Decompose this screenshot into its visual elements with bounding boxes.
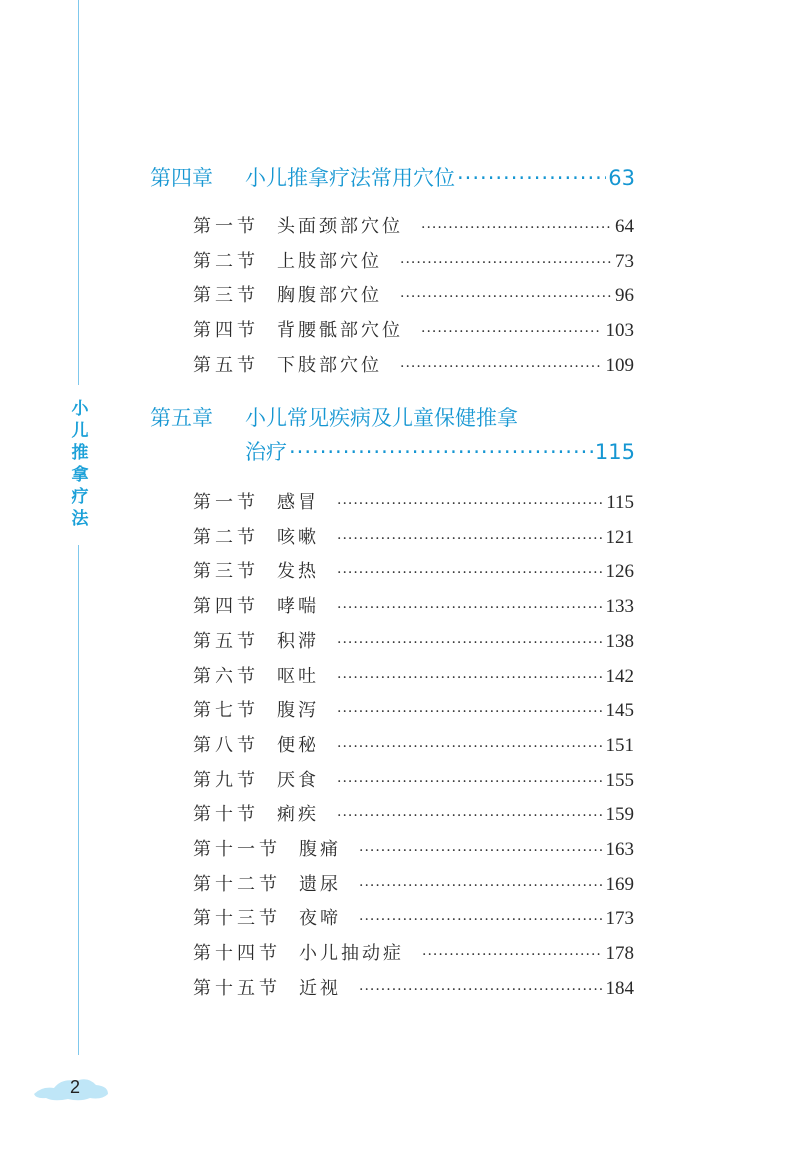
leader-dots: [289, 437, 593, 467]
chapter-title-line-2: 治疗: [245, 440, 287, 464]
section-number: 第十一节: [193, 839, 281, 860]
section-number: 第六节: [193, 665, 259, 687]
leader-dots: [422, 941, 602, 969]
section-number: 第九节: [193, 769, 259, 791]
section-number: 第三节: [193, 285, 259, 307]
leader-dots: [359, 872, 602, 900]
chapter-5-heading[interactable]: [150, 403, 635, 467]
section-page: 163: [605, 839, 634, 860]
toc-section-row[interactable]: [193, 628, 634, 656]
section-number: 第十四节: [193, 943, 281, 965]
section-page: 115: [606, 492, 634, 513]
chapter-title: 小儿推拿疗法常用穴位: [245, 166, 455, 190]
leader-dots: [400, 353, 602, 381]
leader-dots: [359, 906, 602, 934]
toc-section-row[interactable]: [193, 836, 634, 864]
section-page: 184: [605, 977, 634, 999]
chapter-title-line-1: 小儿常见疾病及儿童保健推拿: [245, 406, 518, 430]
section-page: 155: [605, 769, 634, 791]
section-title: 下肢部穴位: [277, 354, 382, 376]
leader-dots: [337, 733, 602, 761]
leader-dots: [337, 559, 602, 587]
page-number: 2: [70, 1077, 81, 1097]
section-page: 64: [615, 216, 634, 237]
section-number: 第八节: [193, 734, 259, 756]
leader-dots: [337, 768, 602, 796]
section-page: 133: [605, 596, 634, 618]
section-title: 厌食: [277, 769, 319, 791]
margin-rule-top: [78, 0, 79, 385]
section-title: 头面颈部穴位: [277, 216, 403, 237]
section-page: 96: [615, 285, 634, 307]
toc-section-row[interactable]: [193, 352, 634, 380]
section-number: 第一节: [193, 216, 259, 237]
section-title: 小儿抽动症: [299, 943, 404, 965]
section-number: 第十三节: [193, 908, 281, 930]
toc-section-row[interactable]: [193, 663, 634, 691]
toc-section-row[interactable]: [193, 489, 634, 517]
toc-section-row[interactable]: [193, 593, 634, 621]
leader-dots: [421, 318, 602, 346]
section-number: 第二节: [193, 526, 259, 548]
section-title: 呕吐: [277, 665, 319, 687]
section-page: 121: [605, 526, 634, 548]
toc-section-row[interactable]: [193, 282, 634, 310]
toc-section-row[interactable]: [193, 801, 634, 829]
leader-dots: [337, 664, 602, 692]
section-page: 126: [605, 561, 634, 583]
leader-dots: [359, 976, 602, 1004]
toc-section-row[interactable]: [193, 905, 634, 933]
section-page: 151: [605, 734, 634, 756]
leader-dots: [337, 629, 602, 657]
section-number: 第二节: [193, 250, 259, 272]
chapter-4-heading[interactable]: [150, 163, 635, 193]
toc-section-row[interactable]: [193, 317, 634, 345]
section-number: 第五节: [193, 630, 259, 652]
section-page: 109: [605, 354, 634, 376]
section-number: 第十五节: [193, 977, 281, 999]
section-page: 142: [605, 665, 634, 687]
section-title: 夜啼: [299, 908, 341, 930]
leader-dots: [337, 490, 602, 518]
toc-section-row[interactable]: [193, 871, 634, 899]
section-title: 胸腹部穴位: [277, 285, 382, 307]
leader-dots: [400, 283, 611, 311]
section-title: 便秘: [277, 734, 319, 756]
toc-section-row[interactable]: [193, 697, 634, 725]
leader-dots: [337, 802, 602, 830]
section-page: 159: [605, 804, 634, 826]
section-page: 145: [605, 700, 634, 722]
section-title: 积滞: [277, 630, 319, 652]
section-number: 第五节: [193, 354, 259, 376]
toc-section-row[interactable]: [193, 248, 634, 276]
toc-section-row[interactable]: [193, 732, 634, 760]
section-title: 哮喘: [277, 596, 319, 618]
leader-dots: [337, 698, 602, 726]
section-page: 173: [605, 908, 634, 930]
section-number: 第一节: [193, 492, 259, 513]
section-title: 遗尿: [299, 873, 341, 895]
leader-dots: [400, 249, 611, 277]
section-number: 第十二节: [193, 873, 281, 895]
section-title: 痢疾: [277, 804, 319, 826]
toc-section-row[interactable]: [193, 767, 634, 795]
section-page: 73: [615, 250, 634, 272]
section-title: 感冒: [277, 492, 319, 513]
section-page: 103: [605, 320, 634, 342]
toc-section-row[interactable]: [193, 940, 634, 968]
section-title: 近视: [299, 977, 341, 999]
section-page: 169: [605, 873, 634, 895]
section-number: 第十节: [193, 804, 259, 826]
section-title: 腹泻: [277, 700, 319, 722]
leader-dots: [421, 214, 611, 242]
section-title: 咳嗽: [277, 526, 319, 548]
section-number: 第四节: [193, 596, 259, 618]
toc-section-row[interactable]: [193, 975, 634, 1003]
section-page: 178: [605, 943, 634, 965]
section-number: 第四节: [193, 320, 259, 342]
toc-section-row[interactable]: [193, 213, 634, 241]
leader-dots: [337, 594, 602, 622]
chapter-number: 第五章: [150, 406, 213, 430]
section-page: 138: [605, 630, 634, 652]
section-title: 上肢部穴位: [277, 250, 382, 272]
chapter-number: 第四章: [150, 166, 213, 190]
section-title: 发热: [277, 561, 319, 583]
chapter-page: 63: [608, 166, 635, 190]
section-number: 第三节: [193, 561, 259, 583]
leader-dots: [359, 837, 602, 865]
section-title: 背腰骶部穴位: [277, 320, 403, 342]
toc-section-row[interactable]: [193, 524, 634, 552]
section-title: 腹痛: [299, 839, 341, 860]
chapter-page: 115: [594, 440, 635, 464]
side-running-title: 小儿推拿疗法: [71, 399, 89, 529]
margin-rule-bottom: [78, 545, 79, 1055]
leader-dots: [457, 163, 606, 193]
toc-section-row[interactable]: [193, 558, 634, 586]
section-number: 第七节: [193, 700, 259, 722]
leader-dots: [337, 525, 602, 553]
